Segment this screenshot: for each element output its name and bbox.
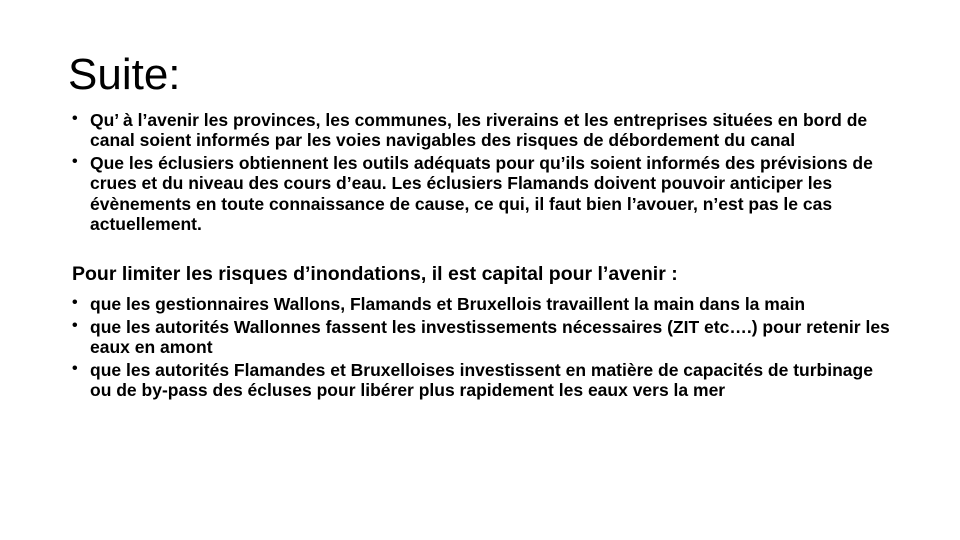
section-heading: Pour limiter les risques d’inondations, il est capital pour l’avenir :	[72, 262, 678, 285]
list-item: • Qu’ à l’avenir les provinces, les communes, les riverains et les entreprises situées en bord de canal soient informés par les voies navigables des risques de débordement du canal	[68, 110, 898, 151]
list-item: • Que les éclusiers obtiennent les outils adéquats pour qu’ils soient informés des prévisions de crues et du niveau des cours d’eau. Les éclusiers Flamands doivent pouvoir anticiper les évènements en toute connaissance de cause, ce qui, il faut bien l’avouer, n’est pas le cas actuellement.	[68, 153, 898, 235]
list-item: • que les gestionnaires Wallons, Flamands et Bruxellois travaillent la main dans la main	[68, 294, 898, 314]
spacer	[68, 237, 898, 263]
bullet-list-second	[68, 294, 898, 400]
list-item: • que les autorités Wallonnes fassent les investissements nécessaires (ZIT etc….) pour retenir les eaux en amont	[68, 317, 898, 358]
slide-body	[68, 110, 898, 403]
page-title: Suite:	[68, 50, 181, 100]
bullet-list-first	[68, 110, 898, 235]
list-item: • que les autorités Flamandes et Bruxelloises investissent en matière de capacités de turbinage ou de by-pass des écluses pour libérer plus rapidement les eaux vers la mer	[68, 360, 898, 401]
